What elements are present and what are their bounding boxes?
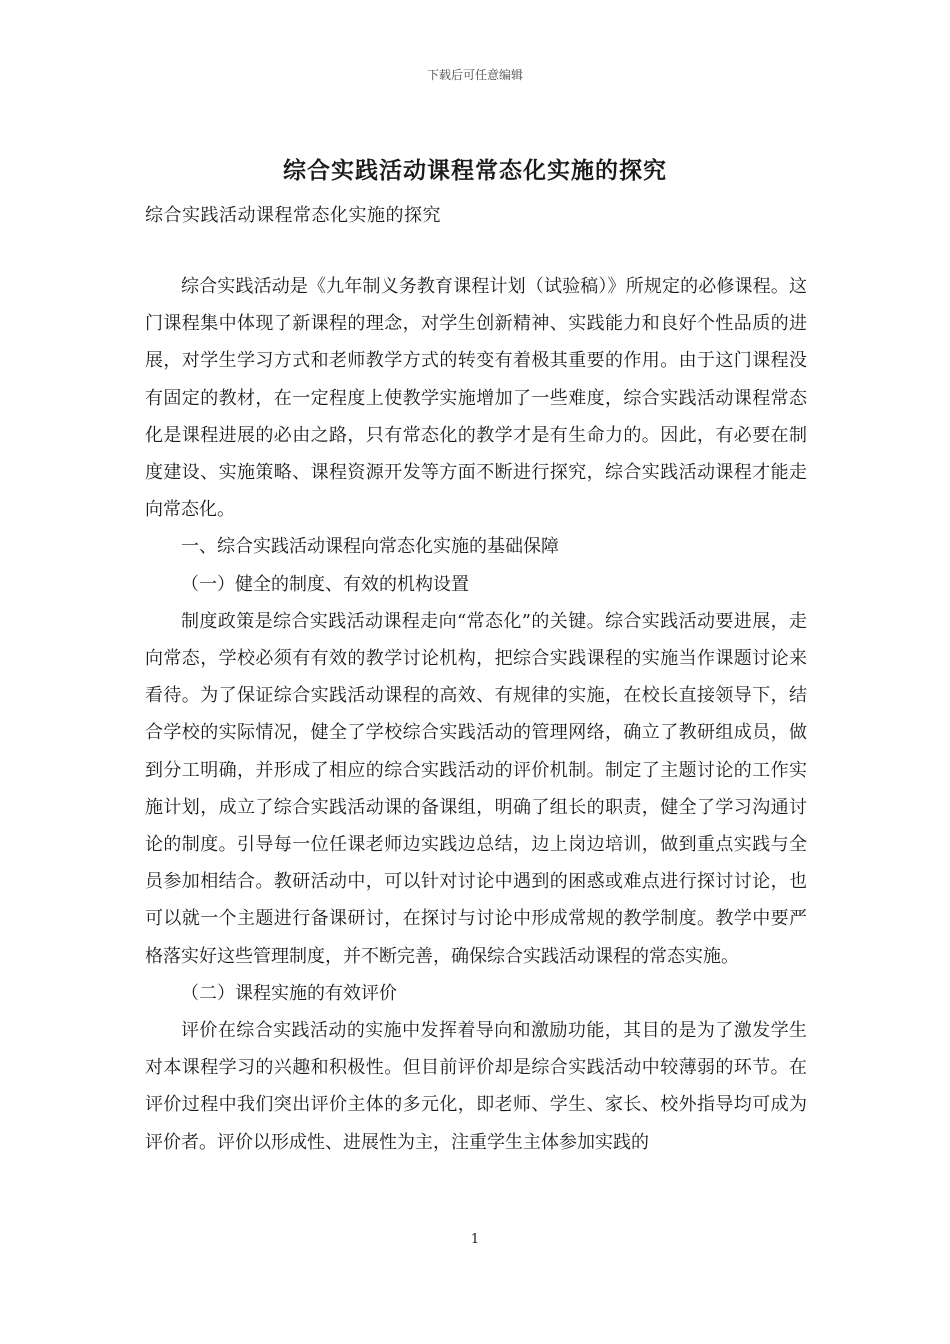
subsection-heading-1: （一）健全的制度、有效的机构设置 [181, 573, 469, 595]
page-number: 1 [470, 1232, 480, 1247]
document-title: 综合实践活动课程常态化实施的探究 [283, 157, 667, 184]
header-note: 下载后可任意编辑 [426, 68, 523, 82]
document-subtitle: 综合实践活动课程常态化实施的探究 [145, 205, 441, 226]
document-body [145, 268, 807, 1161]
paragraph-system: 制度政策是综合实践活动课程走向“常态化”的关键。综合实践活动要进展，走向常态，学校必须有有效的教学讨论机构，把综合实践课程的实施当作课题讨论来看待。为了保证综合实践活动课程的高效、有规律的实施，在校长直接领导下，结合学校的实际情况，健全了学校综合实践活动的管理网络，确立了教研组成员，做到分工明确，并形成了相应的综合实践活动的评价机制。制定了主题讨论的工作实施计划，成立了综合实践活动课的备课组，明确了组长的职责，健全了学习沟通讨论的制度。引导每一位任课老师边实践边总结，边上岗边培训，做到重点实践与全员参加相结合。教研活动中，可以针对讨论中遇到的困惑或难点进行探讨讨论，也可以就一个主题进行备课研讨，在探讨与讨论中形成常规的教学制度。教学中要严格落实好这些管理制度，并不断完善，确保综合实践活动课程的常态实施。 [145, 610, 807, 967]
paragraph-evaluation: 评价在综合实践活动的实施中发挥着导向和激励功能，其目的是为了激发学生对本课程学习的兴趣和积极性。但目前评价却是综合实践活动中较薄弱的环节。在评价过程中我们突出评价主体的多元化，即老师、学生、家长、校外指导均可成为评价者。评价以形成性、进展性为主，注重学生主体参加实践的 [145, 1020, 807, 1153]
paragraph-intro: 综合实践活动是《九年制义务教育课程计划（试验稿）》所规定的必修课程。这门课程集中体现了新课程的理念，对学生创新精神、实践能力和良好个性品质的进展，对学生学习方式和老师教学方式的转变有着极其重要的作用。由于这门课程没有固定的教材，在一定程度上使教学实施增加了一些难度，综合实践活动课程常态化是课程进展的必由之路，只有常态化的教学才是有生命力的。因此，有必要在制度建设、实施策略、课程资源开发等方面不断进行探究，综合实践活动课程才能走向常态化。 [145, 276, 807, 521]
subsection-heading-2: （二）课程实施的有效评价 [181, 982, 397, 1004]
section-heading-1: 一、综合实践活动课程向常态化实施的基础保障 [181, 536, 559, 558]
